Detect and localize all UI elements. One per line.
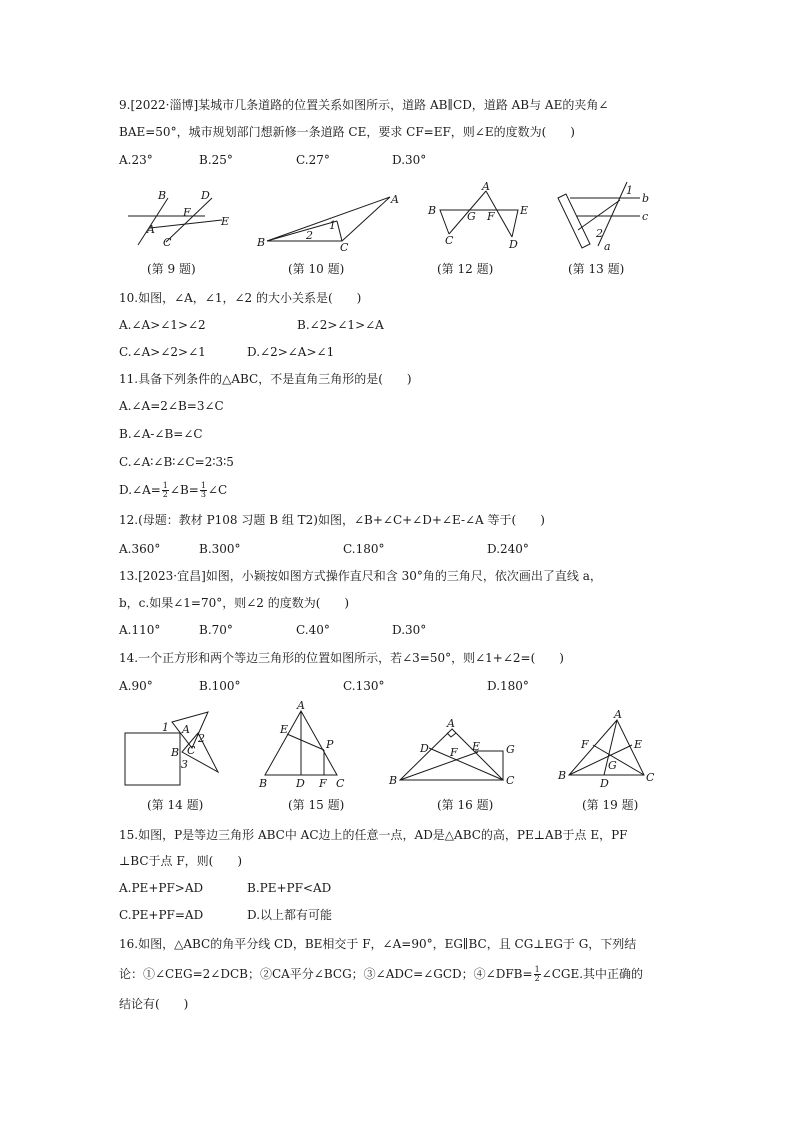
q13-option-c: C.40°	[296, 623, 330, 637]
caption-fig13: (第 13 题)	[568, 262, 625, 276]
q16-line2-suffix: ∠CGE.其中正确的	[541, 967, 644, 981]
fig14-label-3: 3	[181, 758, 188, 771]
q10-option-c: C.∠A>∠2>∠1	[119, 345, 206, 359]
fig10-label-1: 1	[329, 219, 336, 232]
caption-fig9: (第 9 题)	[147, 262, 196, 276]
fig14-label-2: 2	[198, 732, 205, 745]
fig16-label-c: C	[506, 774, 515, 787]
q16-line2	[119, 966, 643, 983]
fig16-label-f: F	[450, 746, 458, 759]
q15-option-b: B.PE+PF<AD	[247, 881, 332, 895]
q11-option-b: B.∠A-∠B=∠C	[119, 427, 203, 441]
fig12-label-b: B	[428, 204, 437, 217]
fig12-label-e: E	[520, 204, 529, 217]
q11-option-a: A.∠A=2∠B=3∠C	[119, 399, 224, 413]
q11-option-d-suffix: ∠C	[207, 483, 228, 497]
q13-option-d: D.30°	[392, 623, 427, 637]
q12-option-a: A.360°	[119, 542, 161, 556]
fig12-label-f: F	[487, 210, 495, 223]
q12-option-d: D.240°	[487, 542, 529, 556]
fig15-label-p: P	[326, 738, 334, 751]
caption-fig15: (第 15 题)	[288, 798, 345, 812]
fig19-label-e: E	[634, 738, 643, 751]
q9-option-a: A.23°	[119, 153, 153, 167]
fig15-label-c: C	[336, 777, 345, 790]
fig9-label-d: D	[201, 189, 210, 202]
fig19-label-g: G	[608, 759, 617, 772]
caption-fig16: (第 16 题)	[437, 798, 494, 812]
q13-option-b: B.70°	[199, 623, 233, 637]
fig19-label-d: D	[600, 777, 609, 790]
fig9-label-e: E	[221, 215, 230, 228]
fig9-label-b: B	[158, 189, 167, 202]
fig19-label-c: C	[646, 771, 655, 784]
fig12-label-a: A	[482, 180, 490, 193]
fig15-label-b: B	[259, 777, 268, 790]
q9-option-d: D.30°	[392, 153, 427, 167]
q9-option-b: B.25°	[199, 153, 233, 167]
q13-option-a: A.110°	[119, 623, 161, 637]
fig16-label-d: D	[420, 742, 429, 755]
fig13-label-c: c	[642, 210, 649, 223]
fig16-label-e: E	[472, 740, 481, 753]
fig9-label-f: F	[183, 206, 191, 219]
q15-option-a: A.PE+PF>AD	[119, 881, 204, 895]
fig9-label-c: C	[163, 236, 172, 249]
fig13-label-1: 1	[626, 184, 633, 197]
fig14-label-b: B	[171, 746, 180, 759]
q11-stem: 11.具备下列条件的△ABC，不是直角三角形的是( )	[119, 372, 412, 386]
q9-line2: BAE=50°，城市规划部门想新修一条道路 CE，要求 CF=EF，则∠E的度数为( )	[119, 125, 575, 139]
q13-line2: b，c.如果∠1=70°，则∠2 的度数为( )	[119, 596, 350, 610]
fig10-label-b: B	[257, 236, 266, 249]
caption-fig12: (第 12 题)	[437, 262, 494, 276]
q12-option-c: C.180°	[343, 542, 385, 556]
q15-option-c: C.PE+PF=AD	[119, 908, 204, 922]
q12-option-b: B.300°	[199, 542, 241, 556]
caption-fig14: (第 14 题)	[147, 798, 204, 812]
fraction-one-third: $\frac{1}{3}$	[200, 481, 206, 499]
q12-stem: 12.(母题：教材 P108 习题 B 组 T2)如图，∠B+∠C+∠D+∠E-∠A 等于( )	[119, 513, 545, 527]
q15-option-d: D.以上都有可能	[247, 908, 333, 922]
fig9-label-a: A	[147, 223, 155, 236]
q14-option-c: C.130°	[343, 679, 385, 693]
q10-option-d: D.∠2>∠A>∠1	[247, 345, 335, 359]
q10-stem: 10.如图，∠A，∠1，∠2 的大小关系是( )	[119, 291, 362, 305]
fig16-label-b: B	[389, 774, 398, 787]
fig10-label-a: A	[391, 193, 399, 206]
q11-option-d-mid: ∠B=	[169, 483, 199, 497]
q14-stem: 14.一个正方形和两个等边三角形的位置如图所示，若∠3=50°，则∠1+∠2=( )	[119, 651, 564, 665]
q15-line1: 15.如图，P是等边三角形 ABC中 AC边上的任意一点，AD是△ABC的高，PE⊥AB于点 E，PF	[119, 828, 628, 842]
q11-option-d-prefix: D.∠A=	[119, 483, 161, 497]
q9-option-c: C.27°	[296, 153, 330, 167]
fig10-label-2: 2	[306, 229, 313, 242]
q16-line3: 结论有( )	[119, 997, 189, 1011]
q10-option-b: B.∠2>∠1>∠A	[297, 318, 384, 332]
fig16-label-a: A	[447, 717, 455, 730]
fig14-label-a: A	[182, 723, 190, 736]
fraction-one-half: $\frac{1}{2}$	[534, 965, 540, 983]
q14-option-a: A.90°	[119, 679, 153, 693]
fig10-label-c: C	[340, 241, 349, 254]
q11-option-c: C.∠A∶∠B∶∠C=2∶3∶5	[119, 455, 234, 469]
q14-option-d: D.180°	[487, 679, 529, 693]
q15-line2: ⊥BC于点 F，则( )	[119, 854, 243, 868]
fig19-label-f: F	[581, 738, 589, 751]
q16-line2-prefix: 论：①∠CEG=2∠DCB；②CA平分∠BCG；③∠ADC=∠GCD；④∠DFB=	[119, 967, 533, 981]
fig14-label-1: 1	[162, 721, 169, 734]
q14-option-b: B.100°	[199, 679, 241, 693]
fig15-label-f: F	[319, 777, 327, 790]
fraction-one-half: $\frac{1}{2}$	[162, 481, 168, 499]
caption-fig10: (第 10 题)	[288, 262, 345, 276]
fig15-label-d: D	[296, 777, 305, 790]
fig13-label-2: 2	[596, 227, 603, 240]
fig13-label-a: a	[604, 240, 611, 253]
fig14-label-c: C	[187, 744, 196, 757]
fig19-label-a: A	[614, 708, 622, 721]
fig12-label-g: G	[467, 210, 476, 223]
caption-fig19: (第 19 题)	[582, 798, 639, 812]
q13-line1: 13.[2023·宜昌]如图，小颖按如图方式操作直尺和含 30°角的三角尺，依次画出了直线 a，	[119, 569, 602, 583]
q9-line1: 9.[2022·淄博]某城市几条道路的位置关系如图所示，道路 AB∥CD，道路 AB与 AE的夹角∠	[119, 98, 609, 112]
fig13-label-b: b	[642, 192, 650, 205]
fig15-label-a: A	[297, 699, 305, 712]
fig19-label-b: B	[558, 769, 567, 782]
fig16-label-g: G	[506, 743, 515, 756]
fig15-label-e: E	[280, 723, 289, 736]
q10-option-a: A.∠A>∠1>∠2	[119, 318, 206, 332]
fig12-label-d: D	[509, 238, 518, 251]
q16-line1: 16.如图，△ABC的角平分线 CD，BE相交于 F，∠A=90°，EG∥BC，且 CG⊥EG于 G，下列结	[119, 937, 637, 951]
fig12-label-c: C	[445, 234, 454, 247]
